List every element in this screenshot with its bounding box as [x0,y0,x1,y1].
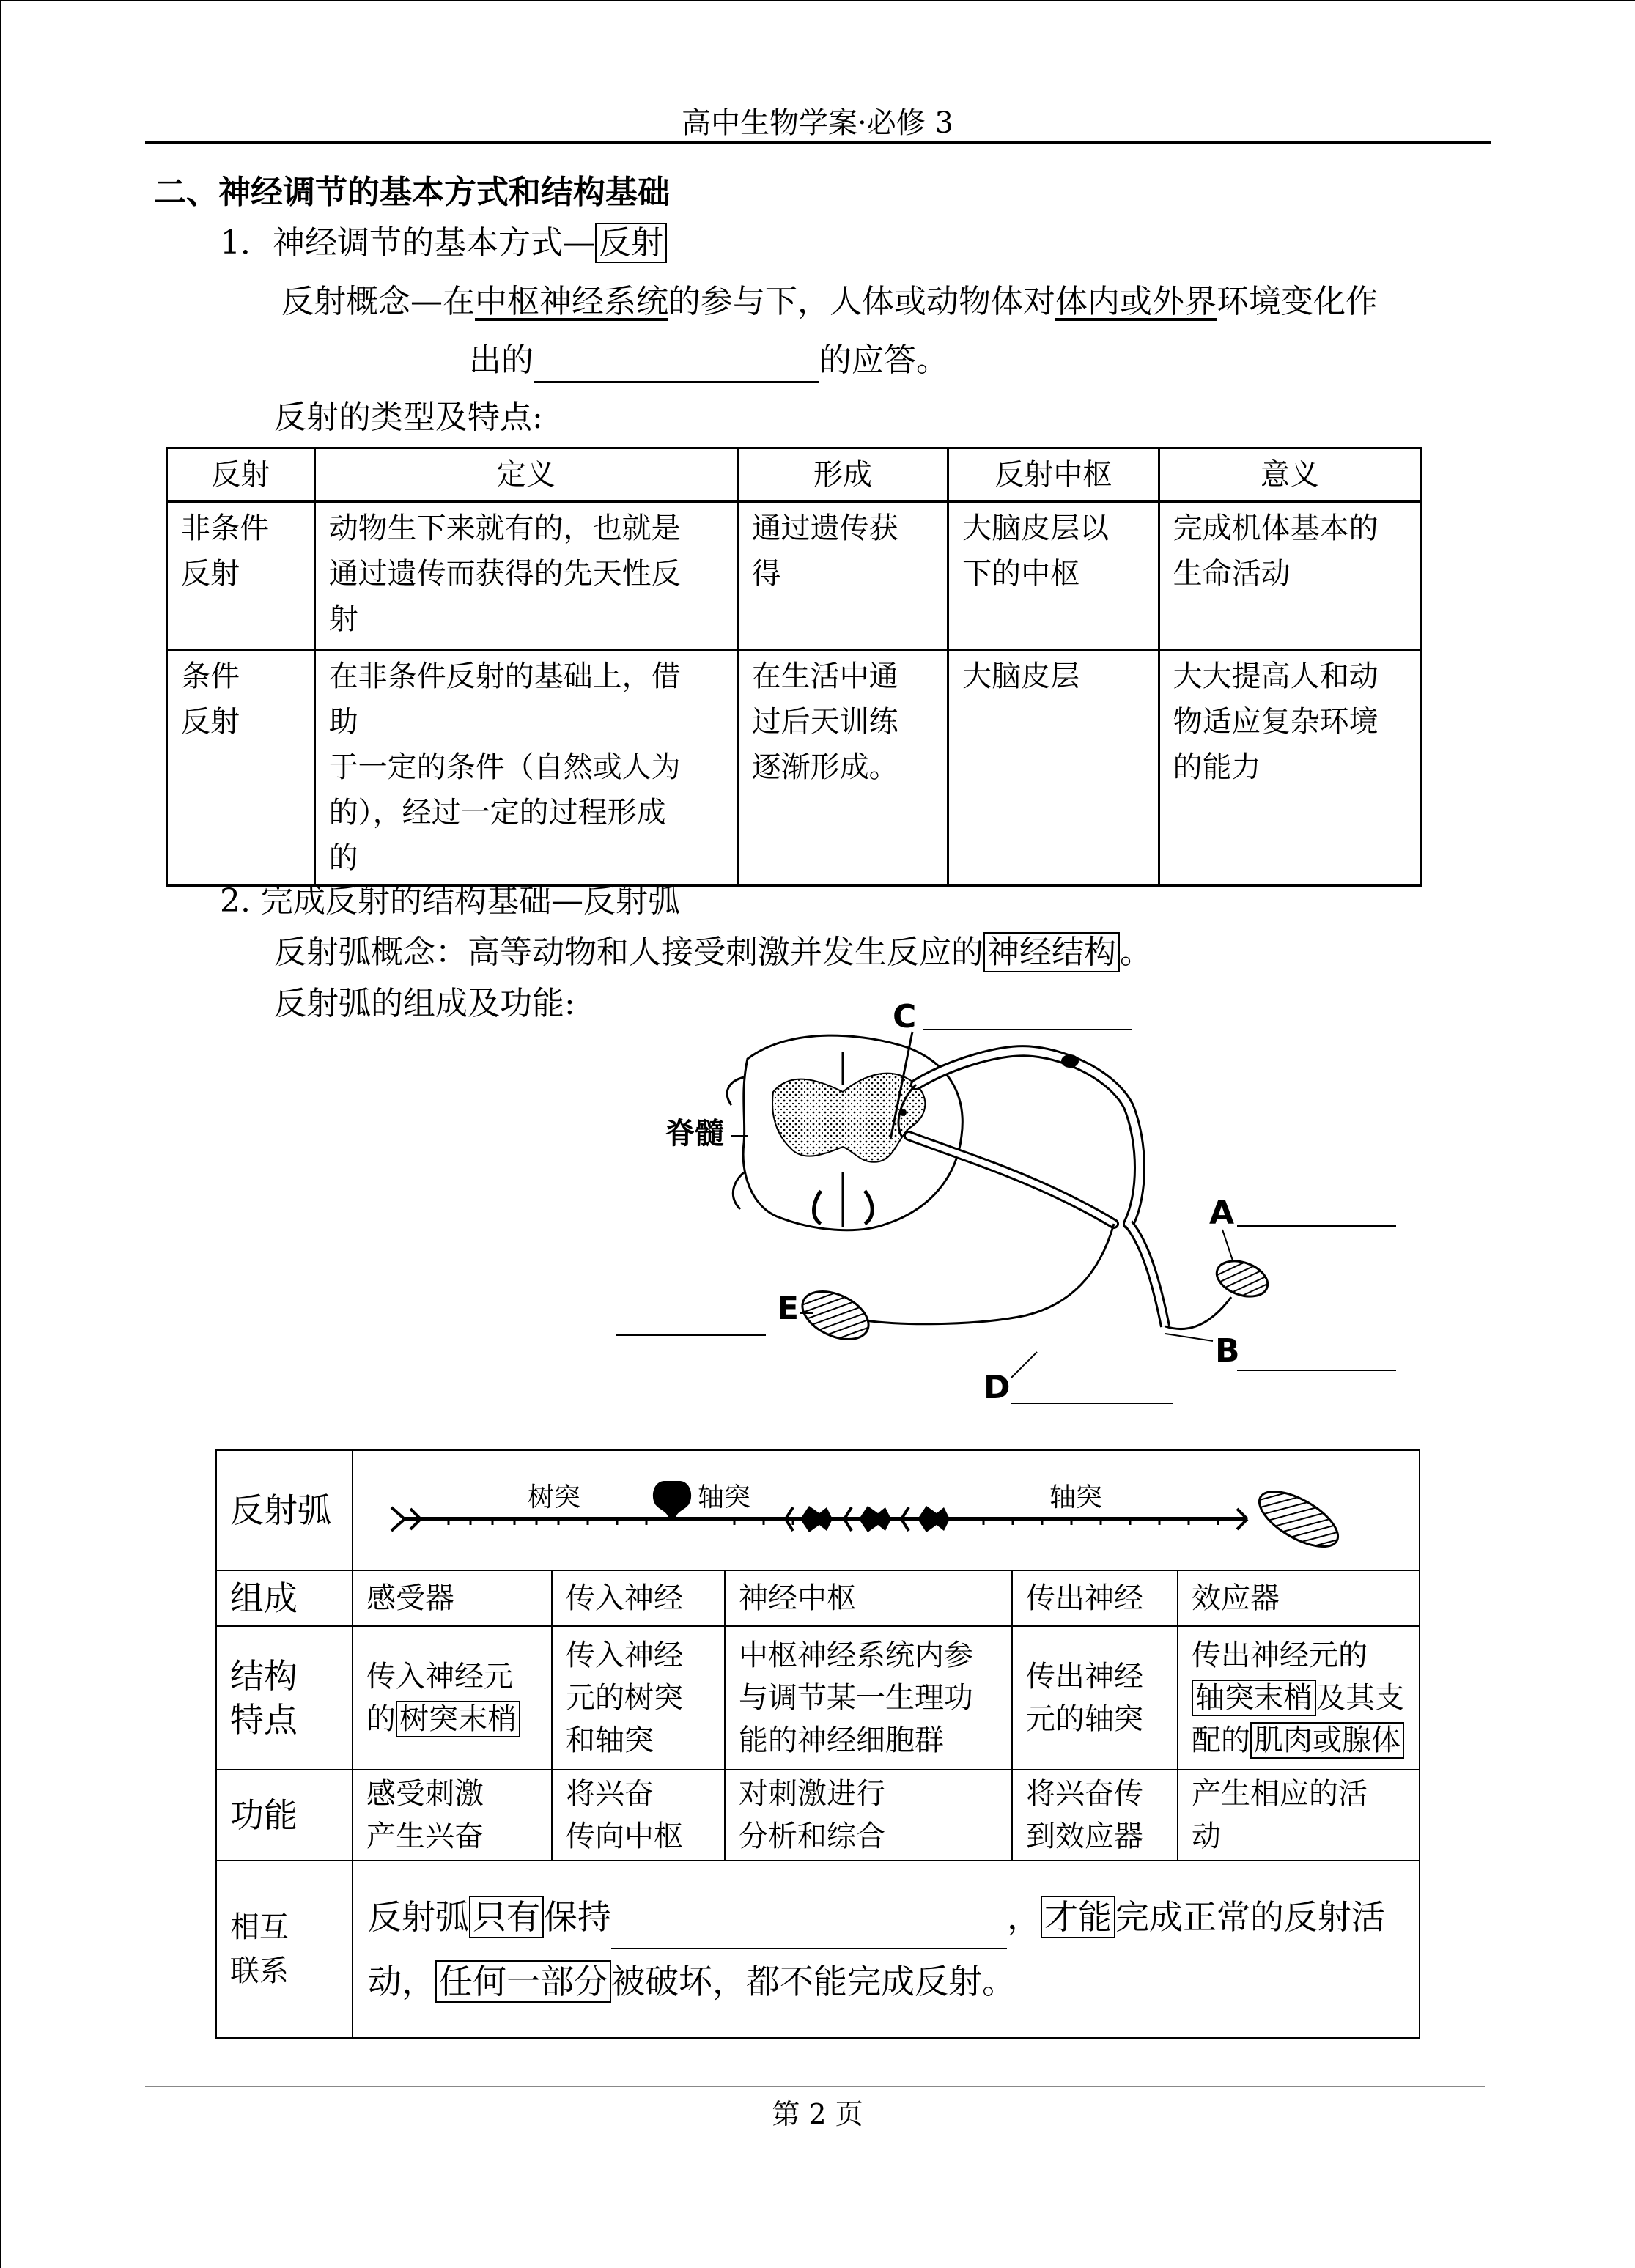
func-receptor: 感受刺激 产生兴奋 [353,1770,552,1861]
neuron-chain-diagram [353,1452,1417,1569]
item1-prefix: 1．神经调节的基本方式— [220,224,595,262]
row-label-structure: 结构 特点 [216,1626,353,1770]
label-C: C [893,998,917,1035]
ganglion-cell [1061,1054,1079,1068]
arc-concept [274,931,1152,975]
arc-concept-text: 反射弧概念：高等动物和人接受刺激并发生反应的 [274,934,983,971]
struct-effector: 传出神经元的 轴突末梢 及其支 配的 肌肉或腺体 [1178,1626,1420,1770]
row1-formation: 通过遗传获 得 [737,502,948,650]
func-effector: 产生相应的活 动 [1178,1770,1420,1861]
concept-underline-env: 体内或外界 [1055,283,1217,320]
comp-center: 神经中枢 [725,1570,1012,1626]
row2-meaning: 大大提高人和动 物适应复杂环境 的能力 [1159,650,1420,886]
spinal-cord-label: 脊髓 [665,1117,724,1150]
row2-definition: 在非条件反射的基础上，借 助 于一定的条件（自然或人为 的），经过一定的过程形成 的 [314,650,737,886]
struct-receptor: 传入神经元 的 树突末梢 [353,1626,552,1770]
concept-text-g: 的应答。 [819,341,948,379]
boxed-only: 只有 [469,1896,544,1938]
func-center: 对刺激进行 分析和综合 [725,1770,1012,1861]
row1-center: 大脑皮层以 下的中枢 [948,502,1159,650]
row-label-arc: 反射弧 [216,1450,353,1570]
concept-underline-cns: 中枢神经系统 [475,283,668,320]
row2-type: 条件 反射 [167,650,315,886]
comp-effector: 效应器 [1178,1570,1420,1626]
row1-meaning: 完成机体基本的 生命活动 [1159,502,1420,650]
receptor-A-icon [1212,1255,1273,1303]
reflex-arc-diagram [601,982,1422,1422]
arc-intro: 反射弧的组成及功能: [274,985,575,1022]
table-row [167,502,1421,650]
relation-blank[interactable] [611,1908,1007,1949]
row-label-function: 功能 [216,1770,353,1861]
concept-text-c: 的参与下，人体或动物体对 [668,283,1055,320]
struct-center: 中枢神经系统内参 与调节某一生理功 能的神经细胞群 [725,1626,1012,1770]
arc-concept-end: 。 [1120,934,1152,971]
synapse-cluster [800,1506,950,1532]
boxed-dendrite-ending: 树突末梢 [396,1701,520,1737]
row2-center: 大脑皮层 [948,650,1159,886]
item1-line [220,221,667,265]
struct-afferent: 传入神经 元的树突 和轴突 [552,1626,725,1770]
row1-definition: 动物生下来就有的，也就是 通过遗传而获得的先天性反 射 [314,502,737,650]
boxed-muscle-gland: 肌肉或腺体 [1250,1722,1404,1759]
section-title: 二、神经调节的基本方式和结构基础 [154,174,670,211]
row-label-composition: 组成 [216,1570,353,1626]
arc-concept-boxed: 神经结构 [983,932,1120,972]
item2-title: 2. 完成反射的结构基础—反射弧 [220,882,680,920]
item1-boxed-answer: 反射 [595,223,667,263]
struct-efferent: 传出神经 元的轴突 [1012,1626,1178,1770]
label-B: B [1215,1332,1240,1370]
boxed-any-part: 任何一部分 [435,1960,611,2003]
concept-blank[interactable] [534,346,819,383]
types-intro: 反射的类型及特点: [274,399,543,436]
concept-text-a: 反射概念—在 [281,283,475,320]
effector-icon [1251,1480,1346,1557]
concept-text-f: 出的 [469,341,534,379]
table1-header-type: 反射 [167,448,315,502]
reflex-arc-table [215,1449,1420,2039]
comp-efferent: 传出神经 [1012,1570,1178,1626]
label-E: E [777,1290,800,1327]
reflex-types-table [166,447,1422,887]
label-axon-1: 轴突 [698,1482,751,1512]
page-header: 高中生物学案·必修 3 [682,106,953,140]
neuron-cell-body [653,1481,691,1519]
func-afferent: 将兴奋 传向中枢 [552,1770,725,1861]
comp-receptor: 感受器 [353,1570,552,1626]
table1-header-definition: 定义 [314,448,737,502]
func-efferent: 将兴奋传 到效应器 [1012,1770,1178,1861]
footer-rule [145,2086,1485,2087]
table-row [167,650,1421,886]
boxed-axon-ending: 轴突末梢 [1192,1680,1316,1716]
page-number: 第 2 页 [772,2098,863,2130]
concept-text-e: 环境变化作 [1217,283,1378,320]
relation-cell: 反射弧 只有 保持 ， 才能 完成正常的反射活 动， 任何一部分 被破坏，都不能完成反射。 [353,1861,1420,2038]
table1-header-formation: 形成 [737,448,948,502]
label-dendrite: 树突 [528,1482,581,1512]
row1-type: 非条件 反射 [167,502,315,650]
table1-header-center: 反射中枢 [948,448,1159,502]
effector-E-icon [795,1282,876,1348]
label-axon-2: 轴突 [1049,1482,1103,1512]
row2-formation: 在生活中通 过后天训练 逐渐形成。 [737,650,948,886]
comp-afferent: 传入神经 [552,1570,725,1626]
boxed-can: 才能 [1041,1896,1115,1938]
header-rule [145,141,1491,144]
label-A: A [1209,1194,1235,1232]
row-label-relation: 相互 联系 [216,1861,353,2038]
concept-line-2 [469,339,948,383]
neuron-chain-cell [353,1450,1420,1570]
label-D: D [983,1369,1011,1406]
concept-line-1 [281,280,1378,324]
table1-header-meaning: 意义 [1159,448,1420,502]
